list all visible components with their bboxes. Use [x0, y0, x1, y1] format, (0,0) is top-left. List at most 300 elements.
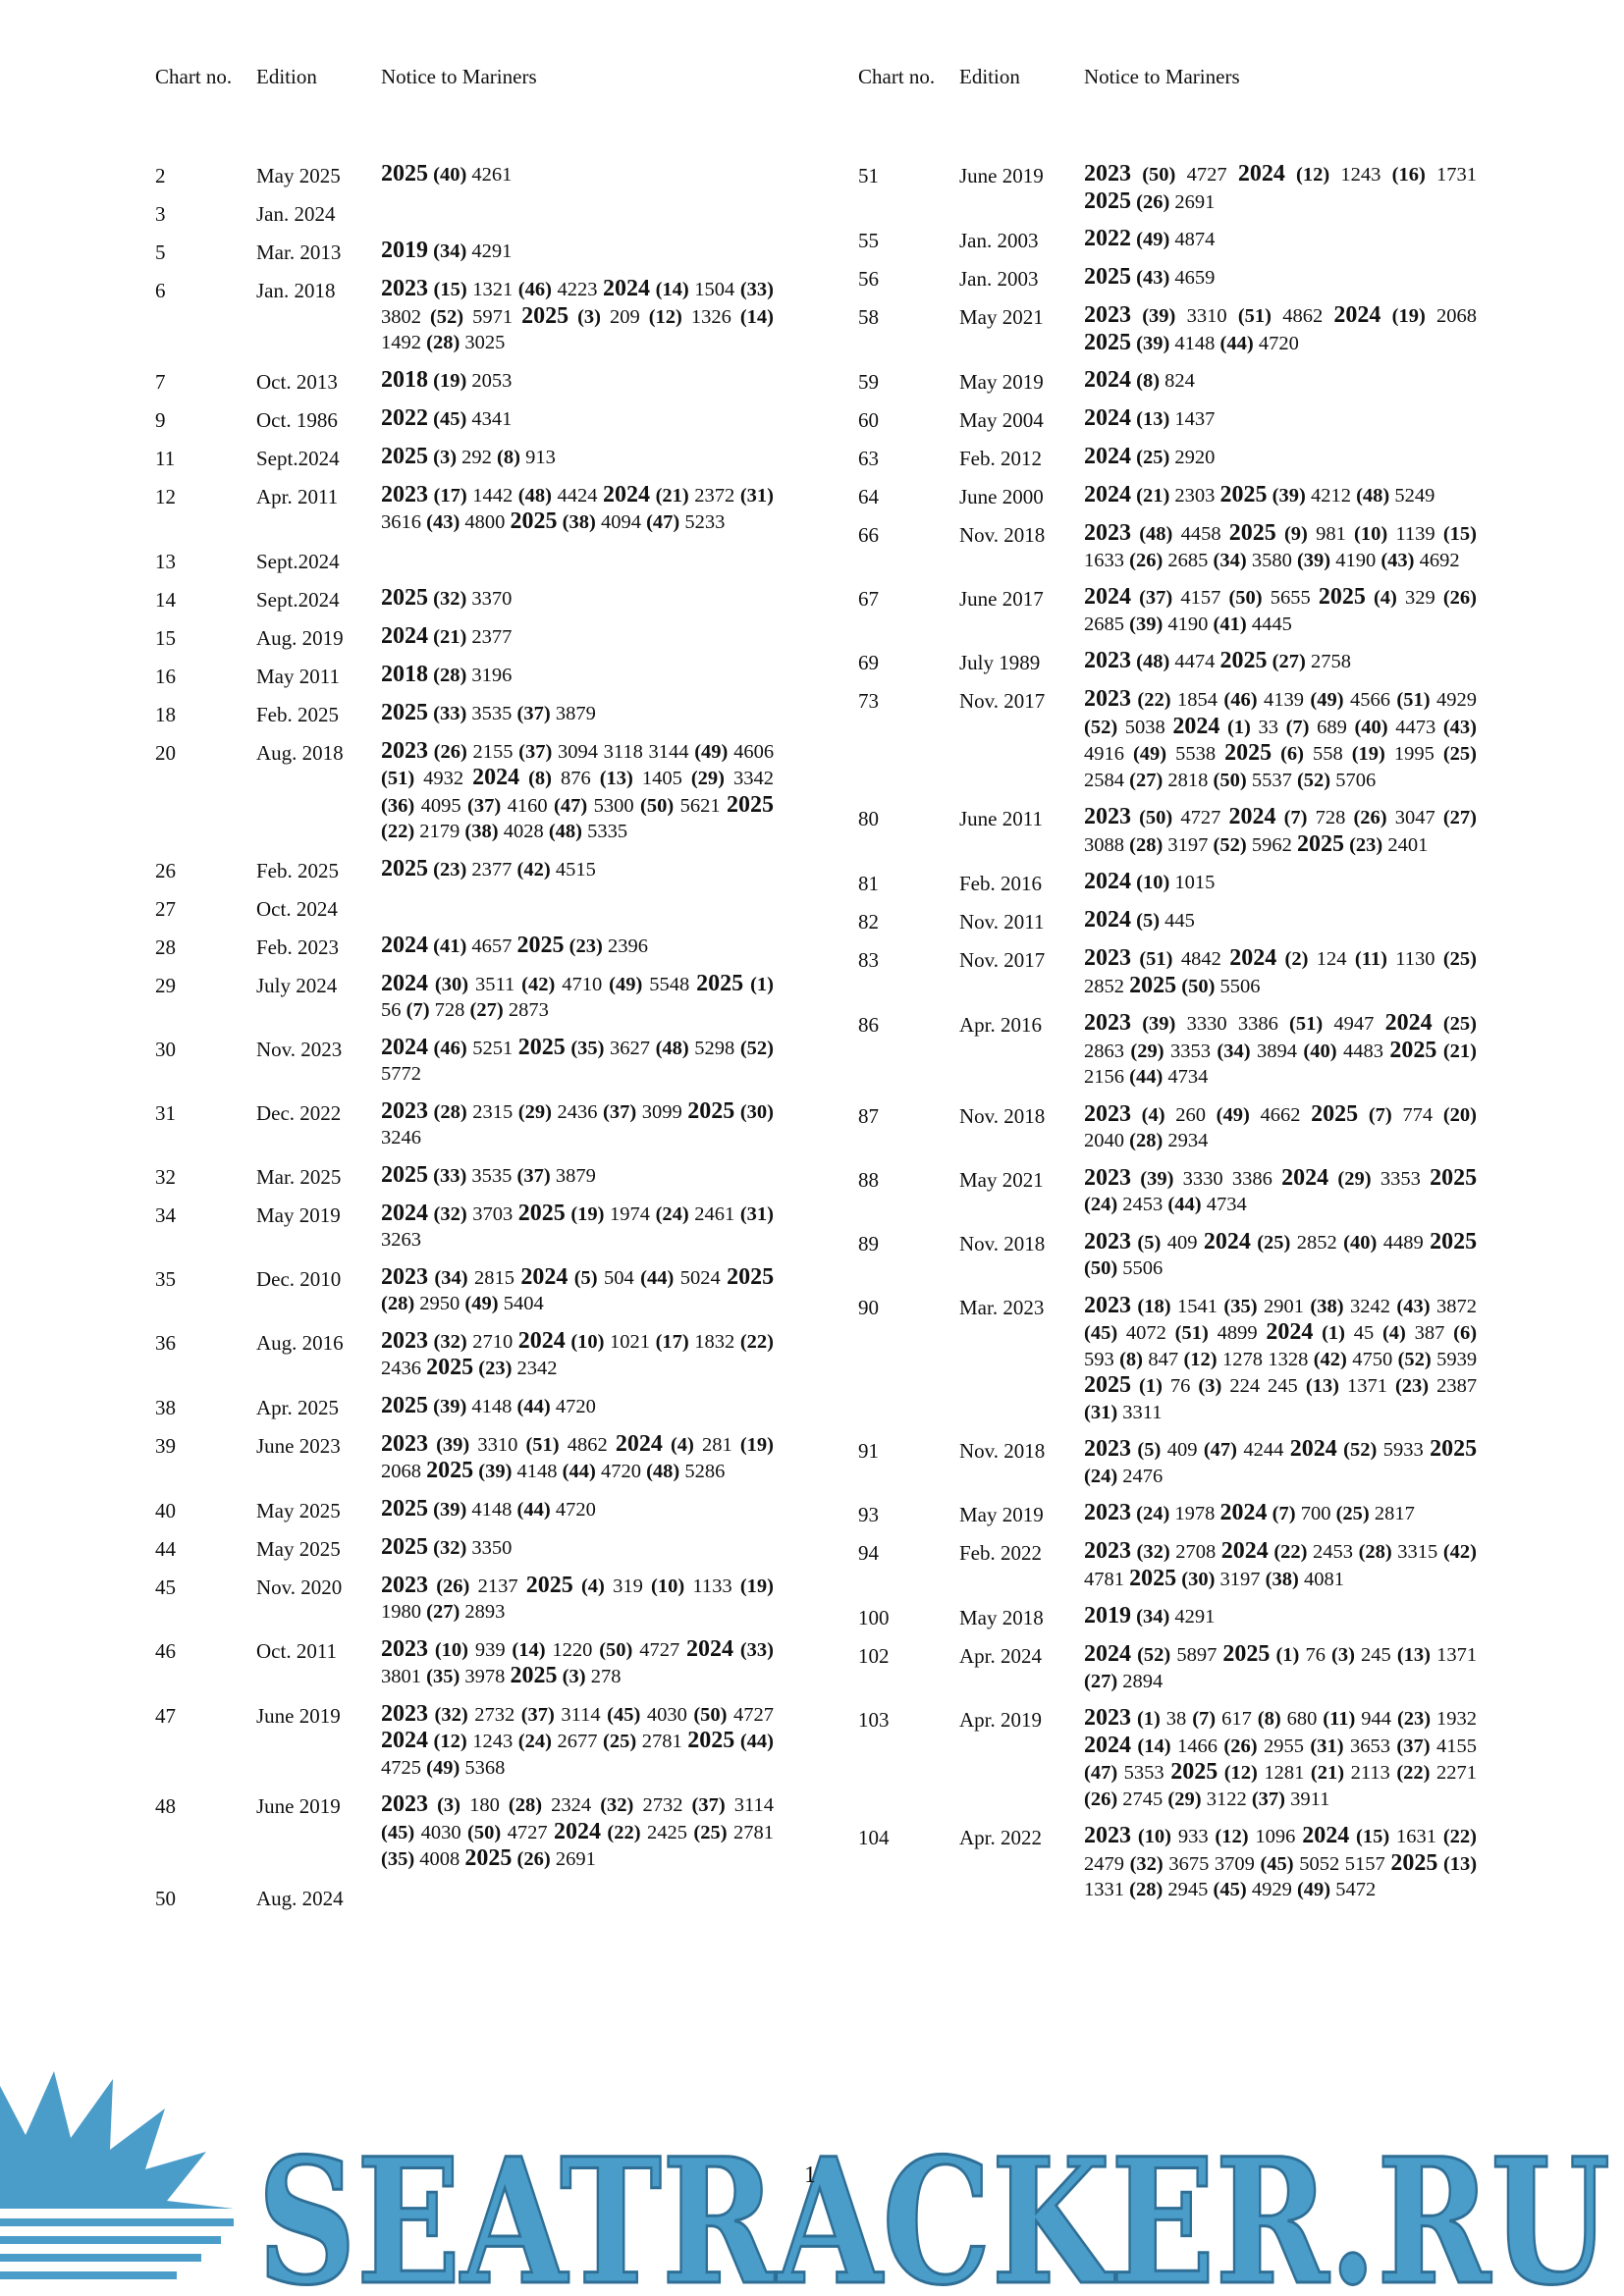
edition-date: Nov. 2023 [256, 1037, 343, 1061]
notice-number: 292 [461, 446, 492, 468]
notice-number: 2677 [557, 1731, 598, 1752]
edition-date: May 2019 [959, 1503, 1044, 1526]
chart-number: 48 [155, 1794, 176, 1818]
table-row [858, 405, 1526, 433]
chart-number: 51 [858, 164, 879, 187]
notice-list [381, 1393, 774, 1420]
chart-no-heading: Chart no. [155, 65, 233, 88]
notice-week: (45) [607, 1703, 641, 1726]
notice-number: 3311 [1122, 1401, 1163, 1423]
notice-week: (39) [478, 1461, 513, 1482]
notice-number: 4947 [1333, 1013, 1375, 1035]
notice-number: 728 [434, 999, 465, 1021]
notice-year: 2025 [381, 1161, 428, 1188]
notice-list [381, 405, 774, 433]
notice-number: 5335 [587, 821, 628, 842]
notice-year: 2025 [1224, 740, 1272, 766]
edition-date: Sept.2024 [256, 446, 340, 470]
chart-number: 3 [155, 202, 166, 226]
notice-year: 2023 [381, 737, 428, 764]
chart-number: 35 [155, 1266, 176, 1291]
notice-number: 1854 [1177, 689, 1218, 711]
notice-number: 3088 [1084, 833, 1124, 856]
notice-week: (37) [520, 1703, 555, 1726]
notice-week: (5) [1137, 1439, 1162, 1461]
notice-year: 2025 [1296, 830, 1344, 857]
notice-week: (29) [517, 1100, 552, 1123]
notice-number: 3242 [1350, 1295, 1390, 1317]
notice-number: 4874 [1174, 229, 1216, 250]
notice-week: (49) [1216, 1103, 1250, 1126]
notice-list [1084, 907, 1477, 934]
notice-year: 2024 [1084, 1732, 1131, 1758]
notice-year: 2024 [381, 932, 428, 958]
notice-list [1084, 1603, 1477, 1630]
table-row [155, 1496, 823, 1523]
notice-list [381, 894, 774, 920]
notice-list [1084, 1010, 1477, 1091]
chart-number: 7 [155, 369, 166, 394]
notice-number: 33 [1258, 716, 1278, 738]
notice-year: 2025 [381, 1392, 428, 1418]
notice-number: 2920 [1174, 447, 1216, 468]
notice-week: (4) [1381, 1322, 1406, 1344]
table-row [858, 482, 1526, 509]
notice-week: (4) [580, 1575, 605, 1597]
notice-week: (45) [1260, 1852, 1294, 1875]
notice-number: 2781 [641, 1731, 682, 1752]
chart-number: 30 [155, 1037, 176, 1061]
notice-week: (40) [1354, 716, 1388, 738]
notice-year: 2025 [517, 1200, 566, 1226]
notice-list [381, 276, 774, 356]
notice-year: 2025 [525, 1572, 573, 1598]
notice-number: 593 [1084, 1348, 1114, 1370]
notice-number: 4291 [1174, 1606, 1216, 1628]
notice-number: 5538 [1175, 743, 1217, 765]
notice-list [1084, 1229, 1477, 1282]
notice-number: 5706 [1335, 769, 1377, 791]
notice-year: 2024 [1084, 584, 1131, 610]
notice-list [1084, 161, 1477, 215]
table-row [858, 302, 1526, 356]
notice-list [381, 1701, 774, 1782]
notice-week: (32) [1136, 1541, 1170, 1563]
notice-list [1084, 1101, 1477, 1154]
notice-number: 689 [1317, 716, 1347, 738]
notice-week: (44) [739, 1731, 774, 1752]
chart-number: 55 [858, 229, 879, 252]
table-row [155, 1264, 823, 1317]
notice-week: (29) [1167, 1788, 1202, 1810]
notice-number: 56 [381, 999, 402, 1021]
left-chart-list [155, 161, 823, 1911]
notice-week: (50) [1084, 1257, 1118, 1279]
notice-week: (37) [1139, 587, 1173, 609]
notice-number: 3310 [1186, 305, 1227, 327]
notice-year: 2025 [1318, 584, 1366, 610]
notice-list [381, 1098, 774, 1151]
notice-number: 4515 [555, 858, 596, 881]
notice-week: (23) [1396, 1708, 1432, 1730]
notice-number: 278 [590, 1666, 622, 1687]
notice-week: (33) [739, 1638, 774, 1661]
notice-week: (44) [1167, 1194, 1202, 1215]
notice-list [381, 482, 774, 536]
notice-week: (17) [433, 484, 467, 507]
notice-number: 4008 [419, 1848, 460, 1870]
notice-number: 3330 3386 [1182, 1167, 1272, 1190]
chart-number: 45 [155, 1575, 176, 1599]
notice-number: 2396 [607, 934, 648, 957]
notice-week: (11) [1323, 1708, 1356, 1730]
notice-year: 2024 [1384, 1010, 1433, 1036]
edition-date: Feb. 2012 [959, 447, 1042, 470]
notice-number: 319 [613, 1575, 643, 1597]
notice-number: 4862 [1282, 305, 1324, 327]
notice-year: 2023 [1084, 1823, 1131, 1848]
notice-list [1084, 444, 1477, 471]
left-column-header [155, 63, 823, 161]
chart-number: 80 [858, 807, 879, 830]
chart-number: 104 [858, 1826, 890, 1849]
table-row [155, 1162, 823, 1190]
notice-week: (32) [1129, 1852, 1164, 1875]
notice-number: 4692 [1419, 549, 1460, 571]
notice-number: 5772 [381, 1063, 421, 1085]
notice-week: (29) [1130, 1040, 1164, 1062]
table-row [155, 585, 823, 613]
notice-week: (26) [516, 1848, 551, 1870]
notice-week: (3) [577, 305, 601, 328]
notice-week: (31) [1084, 1401, 1118, 1423]
table-row [155, 856, 823, 883]
notice-year: 2025 [510, 1663, 558, 1688]
notice-number: 1974 [610, 1202, 651, 1225]
notice-number: 2955 [1264, 1735, 1304, 1757]
notice-week: (24) [1084, 1465, 1118, 1487]
edition-date: Oct. 1986 [256, 407, 338, 432]
table-row [155, 1534, 823, 1562]
notice-week: (22) [1273, 1541, 1308, 1563]
notice-year: 2024 [1084, 1641, 1131, 1667]
notice-number: 5472 [1335, 1879, 1377, 1900]
notice-number: 3911 [1290, 1788, 1330, 1810]
notice-week: (37) [603, 1100, 637, 1123]
notice-list [1084, 584, 1477, 637]
chart-number: 13 [155, 549, 176, 573]
notice-number: 824 [1164, 370, 1195, 392]
notice-list [381, 971, 774, 1024]
notice-list [381, 547, 774, 572]
notice-week: (6) [1280, 743, 1304, 765]
notice-number: 224 245 [1229, 1375, 1298, 1397]
notice-number: 1331 [1084, 1879, 1124, 1900]
notice-number: 2068 [1436, 305, 1477, 327]
edition-date: May 2004 [959, 408, 1044, 432]
notice-list [1084, 482, 1477, 509]
edition-date: Apr. 2019 [959, 1708, 1042, 1732]
notice-number: 4030 [646, 1703, 687, 1726]
notice-year: 2025 [381, 443, 428, 469]
table-row [858, 1641, 1526, 1694]
notice-number: 2691 [555, 1848, 596, 1870]
notice-number: 1980 [381, 1601, 421, 1623]
notice-number: 2155 [472, 740, 514, 763]
notice-year: 2024 [381, 970, 428, 996]
notice-number: 2901 [1264, 1295, 1304, 1317]
notice-list [1084, 1538, 1477, 1592]
notice-week: (27) [426, 1601, 460, 1623]
notice-number: 2387 [1436, 1375, 1478, 1397]
notice-number: 3703 [472, 1202, 514, 1225]
edition-date: Nov. 2018 [959, 523, 1046, 547]
chart-number: 67 [858, 587, 879, 611]
edition-date: Feb. 2025 [256, 858, 339, 882]
notice-number: 5300 [593, 794, 634, 817]
notice-week: (37) [467, 794, 502, 817]
notice-week: (8) [1119, 1348, 1144, 1370]
notice-number: 4725 [381, 1756, 421, 1779]
table-row [858, 264, 1526, 292]
notice-number: 5251 [472, 1037, 514, 1059]
notice-year: 2024 [603, 481, 651, 507]
notice-week: (40) [1343, 1231, 1378, 1254]
notice-year: 2024 [1084, 367, 1131, 393]
notice-week: (39) [1136, 332, 1170, 354]
notice-year: 2025 [1389, 1037, 1437, 1063]
notice-number: 2377 [471, 625, 513, 648]
notice-week: (50) [467, 1821, 502, 1843]
notice-week: (10) [434, 1638, 468, 1661]
notice-number: 3263 [381, 1229, 421, 1251]
notice-year: 2023 [1084, 945, 1131, 971]
notice-number: 4148 [471, 1395, 513, 1417]
notice-number: 847 [1148, 1348, 1179, 1370]
notice-number: 944 [1361, 1708, 1391, 1730]
table-row [858, 1101, 1526, 1154]
notice-year: 2025 [696, 970, 744, 996]
notice-number: 38 [1165, 1708, 1187, 1730]
notice-year: 2025 [1084, 1372, 1131, 1398]
notice-year: 2024 [381, 1728, 428, 1753]
notice-week: (24) [517, 1731, 552, 1752]
notice-week: (48) [1136, 651, 1170, 672]
notice-number: 2852 [1296, 1231, 1337, 1254]
notice-list [1084, 1705, 1477, 1812]
notice-number: 1405 [641, 768, 682, 789]
notice-list [1084, 1641, 1477, 1694]
edition-heading: Edition [959, 65, 1020, 88]
notice-list [1084, 264, 1477, 292]
notice-year: 2025 [381, 699, 428, 725]
notice-week: (33) [433, 702, 467, 724]
left-column [155, 63, 823, 1922]
notice-year: 2023 [381, 1097, 428, 1124]
notice-week: (3) [437, 1794, 460, 1816]
notice-year: 2023 [381, 481, 428, 507]
notice-number: 4727 [1180, 807, 1221, 828]
notice-year: 2025 [464, 1845, 513, 1871]
notice-week: (39) [1272, 485, 1306, 507]
notice-week: (39) [1140, 1167, 1174, 1190]
notice-week: (39) [433, 1498, 467, 1521]
notice-list [1084, 302, 1477, 356]
notice-week: (25) [1335, 1503, 1370, 1524]
notice-number: 3099 [641, 1100, 682, 1123]
edition-date: Nov. 2018 [959, 1103, 1046, 1128]
notice-week: (35) [381, 1848, 415, 1870]
notice-year: 2024 [1229, 945, 1277, 971]
notice-number: 2873 [508, 999, 549, 1021]
notice-week: (24) [655, 1202, 689, 1225]
notice-year: 2023 [381, 1572, 428, 1598]
edition-date: June 2019 [959, 164, 1044, 187]
table-row [858, 1705, 1526, 1812]
notice-number: 939 [474, 1638, 506, 1661]
notice-number: 4606 [733, 740, 775, 763]
chart-number: 56 [858, 267, 879, 291]
notice-week: (26) [433, 740, 467, 763]
notice-number: 3350 [471, 1536, 513, 1559]
notice-number: 2476 [1122, 1465, 1164, 1487]
edition-date: Sept.2024 [256, 549, 340, 573]
notice-year: 2025 [727, 1263, 775, 1290]
notice-week: (34) [1213, 549, 1247, 571]
notice-list [381, 856, 774, 883]
notice-number: 1243 [1340, 164, 1381, 186]
notice-year: 2025 [517, 1034, 566, 1060]
notice-year: 2025 [521, 302, 569, 329]
notice-week: (39) [1129, 613, 1164, 635]
notice-week: (7) [1283, 807, 1308, 828]
notice-number: 1321 [472, 279, 514, 300]
notice-week: (32) [433, 1202, 467, 1225]
notice-week: (13) [599, 768, 633, 789]
chart-number: 12 [155, 484, 176, 508]
notice-number: 2377 [471, 858, 513, 881]
table-row [858, 520, 1526, 573]
notice-number: 5621 [679, 794, 721, 817]
notice-week: (35) [426, 1666, 460, 1687]
notice-week: (28) [1358, 1541, 1392, 1563]
notice-year: 2025 [381, 584, 428, 611]
notice-year: 2025 [1430, 1164, 1478, 1191]
notice-week: (38) [1310, 1295, 1344, 1317]
notice-number: 281 [701, 1433, 732, 1456]
notice-week: (5) [1136, 910, 1161, 932]
notice-number: 4489 [1382, 1231, 1424, 1254]
notice-list [381, 1162, 774, 1190]
notice-list [1084, 226, 1477, 253]
edition-heading: Edition [256, 65, 317, 88]
notice-number: 1504 [694, 279, 735, 300]
chart-number: 29 [155, 973, 176, 997]
edition-date: May 2025 [256, 1536, 341, 1561]
notice-week: (29) [690, 768, 726, 789]
notice-week: (14) [1137, 1735, 1171, 1757]
notice-week: (34) [433, 240, 467, 262]
notice-number: 3627 [610, 1037, 651, 1059]
notice-week: (26) [1129, 549, 1164, 571]
notice-year: 2025 [426, 1458, 474, 1483]
notice-number: 2425 [647, 1821, 687, 1843]
notice-week: (25) [1442, 1013, 1477, 1035]
notice-number: 2453 [1313, 1541, 1354, 1563]
notice-week: (30) [434, 973, 469, 995]
notice-number: 2863 [1084, 1040, 1124, 1062]
notice-week: (47) [1084, 1762, 1118, 1784]
notice-week: (31) [739, 484, 774, 507]
notice-week: (25) [693, 1821, 728, 1843]
notice-list [1084, 648, 1477, 675]
notice-number: 1995 [1393, 743, 1435, 765]
notice-year: 2025 [381, 161, 428, 187]
edition-date: Sept.2024 [256, 587, 340, 612]
table-row [155, 547, 823, 574]
table-row [155, 894, 823, 922]
chart-number: 63 [858, 447, 879, 470]
chart-number: 87 [858, 1103, 879, 1128]
notice-list [1084, 1165, 1477, 1218]
notice-number: 1466 [1177, 1735, 1218, 1757]
notice-week: (28) [508, 1794, 543, 1816]
notice-number: 5298 [694, 1037, 735, 1059]
chart-number: 32 [155, 1164, 176, 1189]
notice-week: (26) [1136, 190, 1170, 213]
notice-week: (19) [433, 369, 467, 392]
table-row [155, 1791, 823, 1873]
notice-number: 4261 [471, 164, 513, 186]
table-row [858, 1436, 1526, 1489]
chart-number: 94 [858, 1541, 879, 1565]
notice-number: 2817 [1374, 1503, 1415, 1524]
table-row [858, 444, 1526, 471]
notice-week: (26) [1084, 1788, 1118, 1810]
chart-number: 102 [858, 1644, 890, 1668]
chart-number: 31 [155, 1100, 176, 1125]
notice-number: 1978 [1174, 1503, 1216, 1524]
notice-number: 1731 [1436, 164, 1477, 186]
notice-number: 1371 [1346, 1375, 1387, 1397]
edition-date: June 2019 [256, 1703, 341, 1728]
notice-year: 2023 [1084, 1164, 1131, 1191]
notice-week: (21) [1310, 1762, 1345, 1784]
table-row [858, 1293, 1526, 1426]
notice-week: (28) [1129, 1130, 1164, 1151]
table-row [155, 161, 823, 188]
notice-week: (43) [426, 511, 460, 533]
notice-year: 2025 [1084, 187, 1131, 214]
notice-number: 5052 5157 [1299, 1852, 1385, 1875]
notice-week: (28) [433, 664, 467, 686]
notice-number: 4781 [1084, 1568, 1124, 1590]
notice-list [381, 1201, 774, 1254]
notice-number: 409 [1166, 1231, 1198, 1254]
table-row [858, 1823, 1526, 1903]
notice-week: (10) [1136, 872, 1170, 893]
edition-date: May 2021 [959, 1167, 1044, 1192]
notice-number: 45 [1353, 1322, 1375, 1344]
notice-week: (46) [1223, 689, 1258, 711]
chart-number: 14 [155, 587, 176, 612]
notice-number: 4483 [1343, 1040, 1383, 1062]
notice-number: 4734 [1167, 1066, 1209, 1088]
notice-week: (3) [433, 446, 458, 468]
notice-week: (34) [1217, 1040, 1251, 1062]
notice-week: (49) [694, 740, 729, 763]
notice-week: (44) [640, 1266, 675, 1289]
